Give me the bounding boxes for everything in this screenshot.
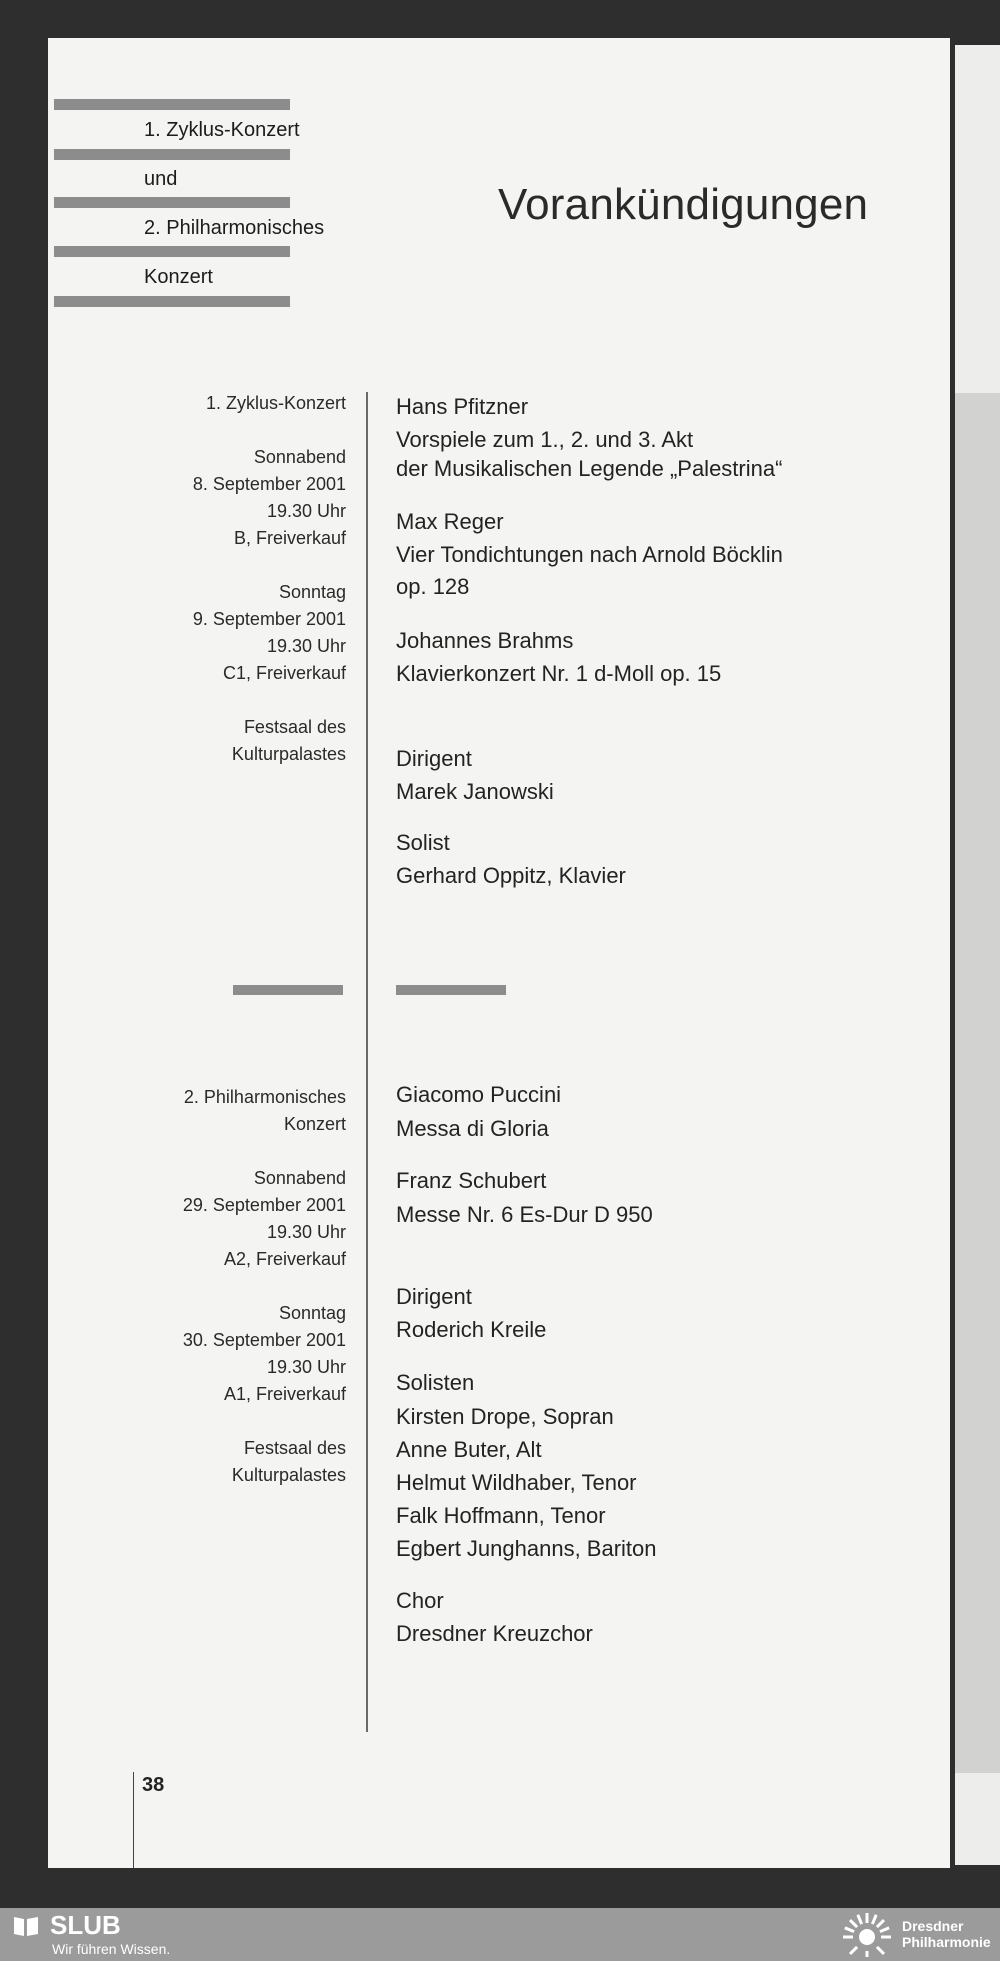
ticket-info: B, Freiverkauf (233, 528, 346, 548)
column-divider (366, 392, 368, 1732)
soloist-name: Egbert Junghanns (396, 1536, 575, 1561)
composer: Franz Schubert (396, 1168, 547, 1193)
work-line: Vier Tondichtungen nach Arnold Böcklin (396, 542, 783, 567)
footer-bar (0, 1908, 1000, 1961)
soloist-name: Helmut Wildhaber (396, 1470, 570, 1495)
slub-tagline: Wir führen Wissen. (52, 1941, 171, 1957)
work-line: der Musikalischen Legende „Palestrina“ (396, 456, 783, 481)
time: 19.30 Uhr (266, 1222, 346, 1242)
venue: Festsaal des (243, 1438, 346, 1458)
choir-label: Chor (396, 1588, 444, 1613)
soloist-name: Gerhard Oppitz (396, 863, 547, 888)
header-stripe (54, 99, 290, 110)
work-line: Klavierkonzert Nr. 1 d-Moll op. 15 (396, 661, 722, 686)
conductor-label: Dirigent (396, 1284, 472, 1309)
soloist-role: , Tenor (538, 1503, 606, 1528)
date: 8. September 2001 (192, 474, 346, 494)
section-separator (396, 985, 506, 995)
conductor-label: Dirigent (396, 746, 472, 771)
partner-line: Philharmonie (902, 1934, 991, 1950)
concert2-info (183, 1084, 346, 1489)
time: 19.30 Uhr (266, 636, 346, 656)
day: Sonntag (278, 582, 346, 602)
soloist (396, 1400, 614, 1433)
header-stripe (54, 296, 290, 307)
day: Sonnabend (253, 447, 346, 467)
concert1-info (193, 390, 346, 768)
soloist-role: , Sopran (530, 1404, 614, 1429)
venue: Festsaal des (243, 717, 346, 737)
section-separator (233, 985, 343, 995)
work-line: op. 128 (396, 574, 470, 599)
soloist (396, 859, 626, 892)
concert-name: Konzert (283, 1114, 346, 1134)
date: 30. September 2001 (182, 1330, 346, 1350)
header-line: Konzert (144, 266, 213, 288)
conductor: Marek Janowski (396, 779, 554, 804)
slub-logo[interactable]: SLUB (50, 1910, 121, 1940)
composer: Giacomo Puccini (396, 1082, 562, 1107)
soloist-role: , Tenor (569, 1470, 637, 1495)
soloist-name: Anne Buter (396, 1437, 505, 1462)
ticket-info: A2, Freiverkauf (223, 1249, 346, 1269)
conductor: Roderich Kreile (396, 1317, 547, 1342)
soloist-label: Solist (396, 830, 450, 855)
work-line: Messe Nr. 6 Es-Dur D 950 (396, 1202, 653, 1227)
sunburst-icon (840, 1912, 894, 1958)
partner-logo[interactable] (902, 1918, 991, 1950)
header-stripe (54, 246, 290, 257)
work-line: Vorspiele zum 1., 2. und 3. Akt (396, 427, 694, 452)
soloist (396, 1532, 657, 1565)
ticket-info: A1, Freiverkauf (223, 1384, 346, 1404)
soloist-role: , Bariton (574, 1536, 657, 1561)
concert-name: 2. Philharmonisches (183, 1087, 346, 1107)
day: Sonntag (278, 1303, 346, 1323)
page-number: 38 (142, 1774, 165, 1796)
composer: Hans Pfitzner (396, 394, 529, 419)
soloist-name: Falk Hoffmann (396, 1503, 539, 1528)
document-page (48, 38, 950, 1868)
soloists-label: Solisten (396, 1370, 475, 1395)
composer: Max Reger (396, 509, 504, 534)
soloist (396, 1466, 637, 1499)
book-icon (12, 1914, 40, 1938)
header-line: 1. Zyklus-Konzert (144, 119, 300, 141)
date: 29. September 2001 (182, 1195, 346, 1215)
page-number-rule (133, 1772, 134, 1868)
venue: Kulturpalastes (231, 1465, 346, 1485)
header-line: 2. Philharmonisches (144, 217, 325, 239)
soloist-role: , Klavier (546, 863, 626, 888)
ticket-info: C1, Freiverkauf (222, 663, 346, 683)
header-stripe (54, 197, 290, 208)
choir: Dresdner Kreuzchor (396, 1621, 593, 1646)
soloist-role: , Alt (504, 1437, 542, 1462)
soloist (396, 1433, 542, 1466)
time: 19.30 Uhr (266, 1357, 346, 1377)
header-line: und (144, 168, 178, 190)
venue: Kulturpalastes (231, 744, 346, 764)
partner-line: Dresdner (902, 1918, 964, 1934)
soloist-name: Kirsten Drope (396, 1404, 531, 1429)
page-title: Vorankündigungen (498, 180, 869, 229)
day: Sonnabend (253, 1168, 346, 1188)
work-line: Messa di Gloria (396, 1116, 549, 1141)
soloist (396, 1499, 606, 1532)
header-stripe (54, 149, 290, 160)
concert-name: 1. Zyklus-Konzert (205, 393, 346, 413)
composer: Johannes Brahms (396, 628, 574, 653)
next-page-edge (955, 45, 1000, 1865)
date: 9. September 2001 (192, 609, 346, 629)
time: 19.30 Uhr (266, 501, 346, 521)
